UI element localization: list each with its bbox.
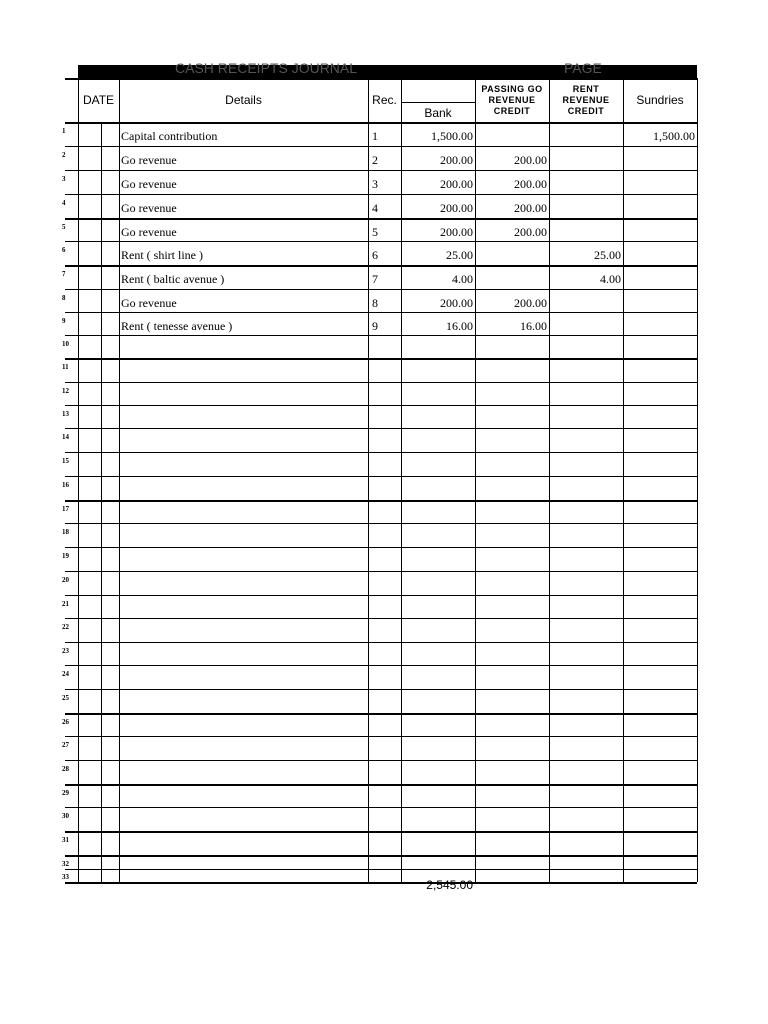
entry-rec: 7 (372, 272, 378, 286)
row-divider (65, 500, 697, 502)
row-divider (65, 618, 697, 619)
row-divider (65, 170, 697, 171)
row-number: 20 (62, 576, 69, 584)
entry-rec: 2 (372, 153, 378, 167)
header-bottom-border (65, 122, 697, 124)
row-divider (65, 689, 697, 690)
passing-go-line-2: REVENUE (488, 95, 536, 105)
entry-rec: 6 (372, 248, 378, 262)
row-number: 9 (62, 317, 66, 325)
grid-vertical-line (368, 78, 369, 882)
row-divider (65, 312, 697, 313)
row-divider (65, 855, 697, 857)
entry-bank: 200.00 (440, 153, 473, 167)
grid-top-border (65, 78, 697, 80)
row-divider (65, 869, 697, 870)
bank-header-divider (401, 102, 475, 103)
column-header-rec: Rec. (372, 93, 397, 107)
row-divider (65, 358, 697, 360)
row-number: 23 (62, 647, 69, 655)
row-number: 1 (62, 127, 66, 135)
row-number: 21 (62, 600, 69, 608)
row-divider (65, 642, 697, 643)
row-number: 11 (62, 363, 69, 371)
row-number: 3 (62, 175, 66, 183)
entry-bank: 16.00 (446, 318, 473, 333)
row-number: 15 (62, 457, 69, 465)
row-number: 17 (62, 505, 69, 513)
row-divider (65, 736, 697, 737)
row-divider (65, 760, 697, 761)
entry-passing-go-credit: 200.00 (514, 153, 547, 167)
row-divider (65, 784, 697, 786)
row-divider (65, 523, 697, 524)
row-number: 7 (62, 270, 66, 278)
row-number: 33 (62, 873, 69, 882)
row-number: 32 (62, 859, 69, 868)
row-number: 6 (62, 246, 66, 254)
entry-bank: 200.00 (440, 201, 473, 215)
row-number: 26 (62, 718, 69, 726)
row-number: 14 (62, 433, 69, 441)
row-number: 29 (62, 789, 69, 797)
row-divider (65, 194, 697, 195)
entry-rec: 5 (372, 224, 378, 239)
entry-details: Capital contribution (121, 129, 218, 143)
table-bottom-border (65, 882, 697, 884)
row-divider (65, 831, 697, 833)
row-divider (65, 335, 697, 336)
entry-passing-go-credit: 200.00 (514, 201, 547, 215)
row-divider (65, 146, 697, 147)
entry-bank: 1,500.00 (431, 129, 473, 143)
grid-vertical-line (78, 78, 79, 882)
entry-rec: 4 (372, 201, 378, 215)
row-divider (65, 665, 697, 666)
entry-passing-go-credit: 200.00 (514, 177, 547, 191)
row-divider (65, 476, 697, 477)
grid-vertical-line (401, 78, 402, 882)
page-label: PAGE (564, 60, 602, 76)
entry-bank: 25.00 (446, 248, 473, 262)
entry-rec: 8 (372, 295, 378, 310)
row-divider (65, 382, 697, 383)
entry-details: Rent ( shirt line ) (121, 248, 203, 262)
entry-rent-credit: 25.00 (594, 248, 621, 262)
row-number: 13 (62, 410, 69, 418)
row-number: 4 (62, 199, 66, 207)
row-number: 31 (62, 836, 69, 844)
entry-bank: 200.00 (440, 177, 473, 191)
row-number: 27 (62, 741, 69, 749)
journal-title: CASH RECEIPTS JOURNAL (175, 60, 358, 76)
bank-total: 2,545.00 (426, 878, 473, 892)
row-number: 30 (62, 812, 69, 820)
row-divider (65, 405, 697, 406)
row-divider (65, 218, 697, 220)
column-header-passing-go (475, 84, 549, 117)
column-header-rent (549, 84, 623, 117)
row-number: 10 (62, 340, 69, 348)
row-divider (65, 265, 697, 267)
grid-vertical-line (475, 78, 476, 882)
row-number: 19 (62, 552, 69, 560)
entry-bank: 200.00 (440, 295, 473, 310)
column-header-details: Details (225, 93, 262, 107)
entry-details: Rent ( baltic avenue ) (121, 272, 225, 286)
row-number: 16 (62, 481, 69, 489)
rent-line-1: RENT (572, 84, 600, 94)
row-number: 25 (62, 694, 69, 702)
column-header-date: DATE (82, 93, 115, 107)
row-number: 18 (62, 528, 69, 536)
entry-passing-go-credit: 200.00 (514, 295, 547, 310)
entry-details: Go revenue (121, 224, 177, 239)
row-number: 28 (62, 765, 69, 773)
row-number: 8 (62, 294, 66, 302)
title-bar (78, 65, 697, 78)
entry-rec: 9 (372, 318, 378, 333)
row-divider (65, 713, 697, 715)
grid-vertical-line (549, 78, 550, 882)
entry-passing-go-credit: 200.00 (514, 224, 547, 239)
row-number: 5 (62, 223, 66, 231)
grid-vertical-line (119, 78, 120, 882)
row-divider (65, 452, 697, 453)
entry-bank: 200.00 (440, 224, 473, 239)
entry-details: Go revenue (121, 295, 177, 310)
row-number: 22 (62, 623, 69, 631)
entry-rec: 1 (372, 129, 378, 143)
entry-sundries: 1,500.00 (653, 129, 695, 143)
row-divider (65, 428, 697, 429)
entry-details: Go revenue (121, 201, 177, 215)
rent-line-2: REVENUE (562, 95, 610, 105)
row-divider (65, 595, 697, 596)
entry-details: Go revenue (121, 153, 177, 167)
row-divider (65, 289, 697, 290)
row-number: 2 (62, 151, 66, 159)
entry-details: Rent ( tenesse avenue ) (121, 318, 233, 333)
row-number: 24 (62, 670, 69, 678)
column-header-bank: Bank (424, 106, 452, 120)
rent-line-3: CREDIT (567, 106, 605, 116)
entry-passing-go-credit: 16.00 (520, 318, 547, 333)
grid-vertical-line (623, 78, 624, 882)
row-divider (65, 241, 697, 242)
grid-vertical-line (697, 78, 698, 882)
entry-bank: 4.00 (452, 272, 473, 286)
row-number: 12 (62, 387, 69, 395)
column-header-sundries: Sundries (636, 93, 684, 107)
passing-go-line-1: PASSING GO (481, 84, 543, 94)
row-divider (65, 807, 697, 808)
row-divider (65, 547, 697, 548)
entry-rent-credit: 4.00 (600, 272, 621, 286)
entry-rec: 3 (372, 177, 378, 191)
entry-details: Go revenue (121, 177, 177, 191)
grid-vertical-line (101, 122, 102, 882)
row-divider (65, 571, 697, 572)
passing-go-line-3: CREDIT (493, 106, 531, 116)
